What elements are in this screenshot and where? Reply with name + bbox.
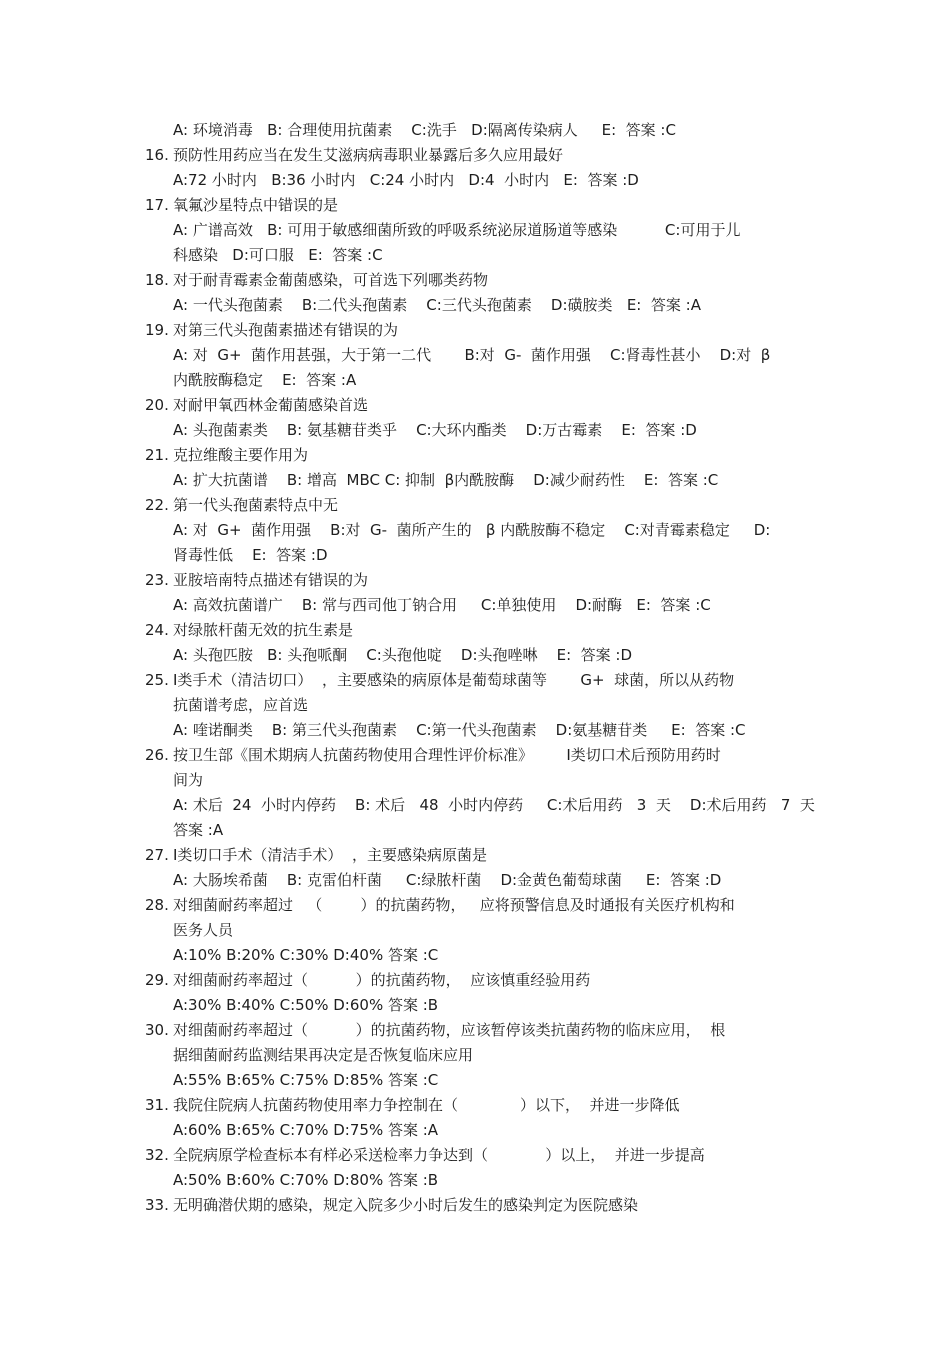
question-text: 我院住院病人抗菌药物使用率力争控制在（ ）以下， 并进一步降低 [173, 1096, 680, 1114]
question-text: 预防性用药应当在发生艾滋病病毒职业暴露后多久应用最好 [173, 146, 564, 164]
question-number: 28. [145, 896, 169, 914]
question-text: 对耐甲氧西林金葡菌感染首选 [173, 396, 369, 414]
question-text: 无明确潜伏期的感染，规定入院多少小时后发生的感染判定为医院感染 [173, 1196, 639, 1214]
question-text: 亚胺培南特点描述有错误的为 [173, 571, 369, 589]
question-number: 19. [145, 321, 169, 339]
question-number: 18. [145, 271, 169, 289]
question-text: Ⅰ类切口手术（清洁手术） ，主要感染病原菌是 [173, 846, 487, 864]
answer-options-line: A: 头孢菌素类 B: 氨基糖苷类乎 C:大环内酯类 D:万古霉素 E: 答案 :D [173, 421, 697, 439]
answer-options-line: A:30% B:40% C:50% D:60% 答案 :B [173, 996, 439, 1014]
answer-options-line: A: 环境消毒 B: 合理使用抗菌素 C:洗手 D:隔离传染病人 E: 答案 :C [173, 121, 676, 139]
answer-options-line: A: 对 G+ 菌作用强 B:对 G- 菌所产生的 β 内酰胺酶不稳定 C:对青霉素稳定 D: [173, 521, 771, 539]
answer-options-line: A:50% B:60% C:70% D:80% 答案 :B [173, 1171, 439, 1189]
question-text: 对绿脓杆菌无效的抗生素是 [173, 621, 354, 639]
answer-options-line: A:60% B:65% C:70% D:75% 答案 :A [173, 1121, 439, 1139]
answer-options-line: 科感染 D:可口服 E: 答案 :C [173, 246, 383, 264]
question-number: 24. [145, 621, 169, 639]
question-text: 对于耐青霉素金葡菌感染，可首选下列哪类药物 [173, 271, 489, 289]
question-text: 对细菌耐药率超过 （ ）的抗菌药物， 应将预警信息及时通报有关医疗机构和 [173, 896, 735, 914]
answer-options-line: 内酰胺酶稳定 E: 答案 :A [173, 371, 357, 389]
answer-options-line: A: 大肠埃希菌 B: 克雷伯杆菌 C:绿脓杆菌 D:金黄色葡萄球菌 E: 答案 :D [173, 871, 722, 889]
answer-options-line: 医务人员 [173, 921, 234, 939]
answer-options-line: A: 广谱高效 B: 可用于敏感细菌所致的呼吸系统泌尿道肠道等感染 C:可用于儿 [173, 221, 741, 239]
question-number: 30. [145, 1021, 169, 1039]
question-number: 27. [145, 846, 169, 864]
answer-options-line: A: 喹诺酮类 B: 第三代头孢菌素 C:第一代头孢菌素 D:氨基糖苷类 E: 答案 :C [173, 721, 746, 739]
question-number: 32. [145, 1146, 169, 1164]
question-number: 26. [145, 746, 169, 764]
answer-options-line: 间为 [173, 771, 204, 789]
answer-options-line: 肾毒性低 E: 答案 :D [173, 546, 328, 564]
question-number: 17. [145, 196, 169, 214]
answer-options-line: A: 对 G+ 菌作用甚强，大于第一二代 B:对 G- 菌作用强 C:肾毒性甚小 D:对 β [173, 346, 771, 364]
question-number: 20. [145, 396, 169, 414]
question-number: 31. [145, 1096, 169, 1114]
answer-options-line: A: 术后 24 小时内停药 B: 术后 48 小时内停药 C:术后用药 3 天 D:术后用药 7 天 [173, 796, 815, 814]
question-text: 克拉维酸主要作用为 [173, 446, 309, 464]
answer-options-line: A: 扩大抗菌谱 B: 增高 MBC C: 抑制 β内酰胺酶 D:减少耐药性 E: 答案 :C [173, 471, 719, 489]
question-number: 23. [145, 571, 169, 589]
answer-options-line: A:72 小时内 B:36 小时内 C:24 小时内 D:4 小时内 E: 答案 :D [173, 171, 639, 189]
answer-options-line: 答案 :A [173, 821, 224, 839]
answer-options-line: 据细菌耐药监测结果再决定是否恢复临床应用 [173, 1046, 474, 1064]
question-number: 22. [145, 496, 169, 514]
question-text: 氧氟沙星特点中错误的是 [173, 196, 339, 214]
answer-options-line: A: 高效抗菌谱广 B: 常与西司他丁钠合用 C:单独使用 D:耐酶 E: 答案 :C [173, 596, 711, 614]
question-text: 对细菌耐药率超过（ ）的抗菌药物， 应该慎重经验用药 [173, 971, 591, 989]
answer-options-line: A: 头孢匹胺 B: 头孢哌酮 C:头孢他啶 D:头孢唑啉 E: 答案 :D [173, 646, 633, 664]
question-number: 25. [145, 671, 169, 689]
question-number: 29. [145, 971, 169, 989]
answer-options-line: 抗菌谱考虑，应首选 [173, 696, 309, 714]
question-text: 第一代头孢菌素特点中无 [173, 496, 339, 514]
question-text: 按卫生部《围术期病人抗菌药物使用合理性评价标准》 Ⅰ类切口术后预防用药时 [173, 746, 721, 764]
answer-options-line: A:10% B:20% C:30% D:40% 答案 :C [173, 946, 439, 964]
answer-options-line: A: 一代头孢菌素 B:二代头孢菌素 C:三代头孢菌素 D:磺胺类 E: 答案 :A [173, 296, 701, 314]
answer-options-line: A:55% B:65% C:75% D:85% 答案 :C [173, 1071, 439, 1089]
question-text: 对细菌耐药率超过（ ）的抗菌药物，应该暂停该类抗菌药物的临床应用， 根 [173, 1021, 726, 1039]
question-number: 33. [145, 1196, 169, 1214]
question-number: 21. [145, 446, 169, 464]
question-text: 全院病原学检查标本有样必采送检率力争达到（ ）以上， 并进一步提高 [173, 1146, 705, 1164]
question-number: 16. [145, 146, 169, 164]
question-text: 对第三代头孢菌素描述有错误的为 [173, 321, 399, 339]
question-text: Ⅰ类手术（清洁切口） ，主要感染的病原体是葡萄球菌等 G+ 球菌，所以从药物 [173, 671, 735, 689]
